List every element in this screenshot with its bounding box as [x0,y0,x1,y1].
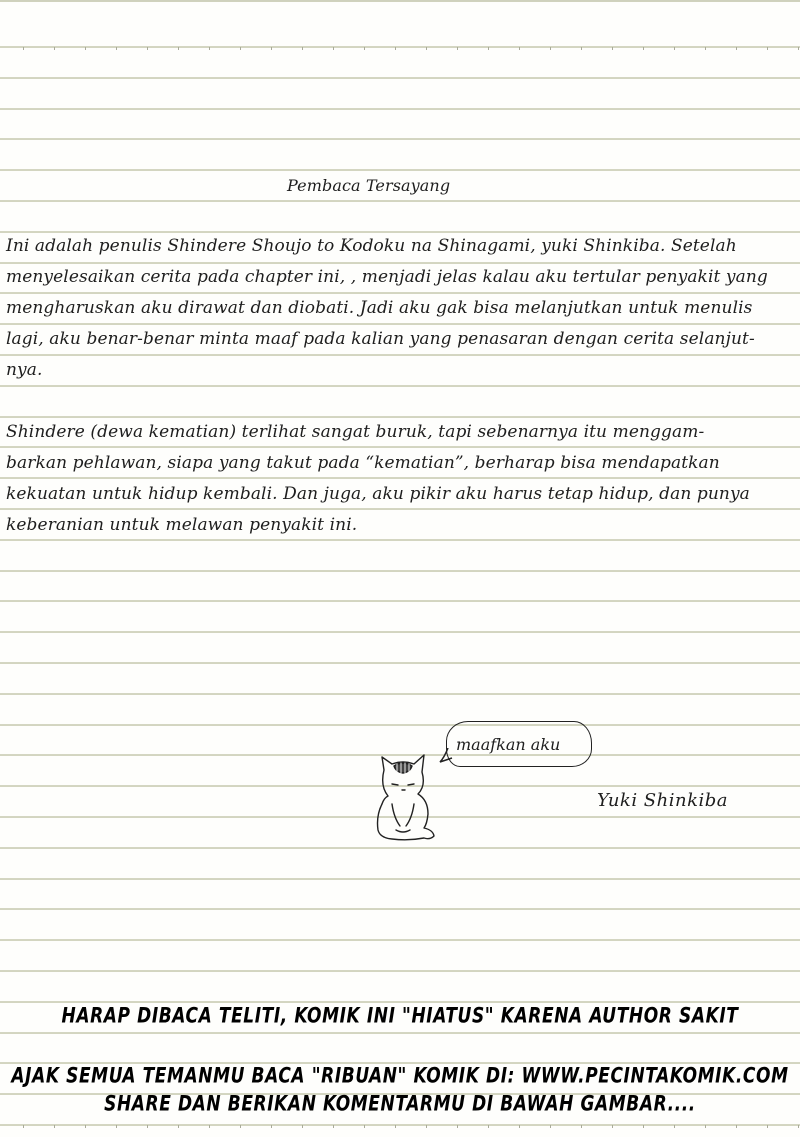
paper-rule [0,0,800,2]
paper-rule [0,231,800,233]
paper-rule [0,508,800,510]
paragraph2-line: barkan pehlawan, siapa yang takut pada “kematian”, berharap bisa mendapatkan [6,453,720,473]
paragraph1-line: lagi, aku benar-benar minta maaf pada kalian yang penasaran dengan cerita selanjut- [6,329,755,349]
paper-rule [0,354,800,356]
ruler-ticks [0,1125,800,1129]
paper-rule [0,477,800,479]
paragraph2-line: Shindere (dewa kematian) terlihat sangat buruk, tapi sebenarnya itu menggam- [6,422,705,442]
author-signature: Yuki Shinkiba [597,790,728,811]
paragraph2-line: kekuatan untuk hidup kembali. Dan juga, aku pikir aku harus tetap hidup, dan punya [6,484,750,504]
paper-rule [0,169,800,171]
paper-rule [0,724,800,726]
paper-rule [0,262,800,264]
paper-rule [0,138,800,140]
paper-rule [0,908,800,910]
paragraph2-line: keberanian untuk melawan penyakit ini. [6,515,358,535]
paper-rule [0,847,800,849]
speech-bubble-text: maafkan aku [456,735,561,754]
paper-rule [0,631,800,633]
site-promo-notice: AJAK SEMUA TEMANMU BACA "RIBUAN" KOMIK DI: WWW.PECINTAKOMIK.COM [11,1063,789,1089]
paper-rule [0,385,800,387]
paper-rule [0,416,800,418]
paper-rule [0,1032,800,1034]
speech-bubble-tail [438,748,454,764]
cat-bowing-icon [370,752,440,842]
paper-rule [0,600,800,602]
paragraph1-line: nya. [6,360,43,380]
paper-rule [0,693,800,695]
paper-rule [0,970,800,972]
paragraph1-line: menyelesaikan cerita pada chapter ini, , menjadi jelas kalau aku tertular penyakit yang [6,267,768,287]
comment-prompt-notice: SHARE DAN BERIKAN KOMENTARMU DI BAWAH GAMBAR.... [104,1091,696,1117]
paper-rule [0,292,800,294]
paper-rule [0,939,800,941]
paper-rule [0,878,800,880]
paragraph1-line: Ini adalah penulis Shindere Shoujo to Kodoku na Shinagami, yuki Shinkiba. Setelah [6,236,737,256]
paper-rule [0,77,800,79]
paragraph1-line: mengharuskan aku dirawat dan diobati. Jadi aku gak bisa melanjutkan untuk menulis [6,298,753,318]
paper-rule [0,539,800,541]
paper-rule [0,570,800,572]
ruler-ticks [0,47,800,51]
paper-rule [0,446,800,448]
paper-rule [0,323,800,325]
paper-rule [0,662,800,664]
letter-greeting: Pembaca Tersayang [287,176,451,195]
paper-rule [0,108,800,110]
hiatus-notice: HARAP DIBACA TELITI, KOMIK INI "HIATUS" KARENA AUTHOR SAKIT [61,1003,739,1029]
paper-rule [0,200,800,202]
